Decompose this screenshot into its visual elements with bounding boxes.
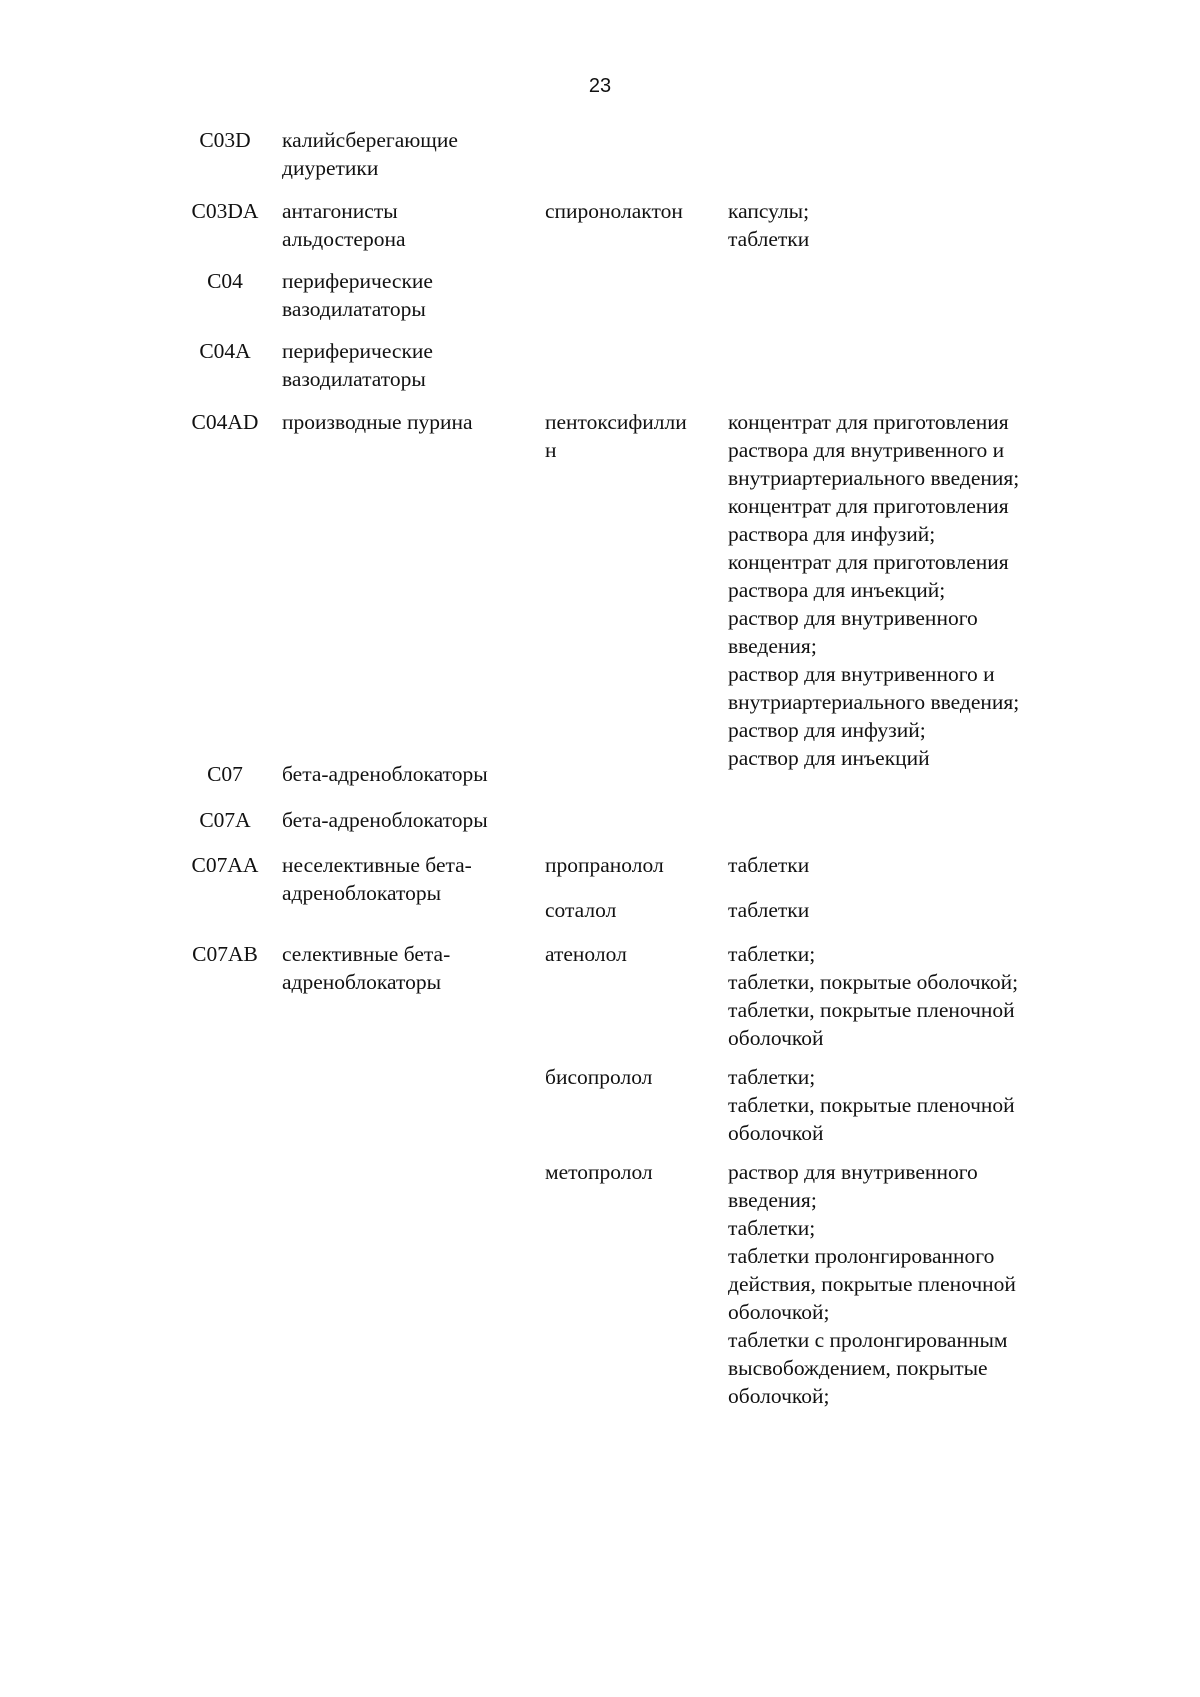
- dosage-form-line: таблетки;: [728, 942, 816, 966]
- dosage-form: [728, 408, 1078, 772]
- drug-name-line: н: [545, 438, 557, 462]
- dosage-form-line: оболочкой: [728, 1121, 824, 1145]
- dosage-form-line: внутриартериального введения;: [728, 466, 1020, 490]
- pharmacological-group-line: вазодилататоры: [282, 367, 426, 391]
- dosage-form-line: оболочкой;: [728, 1384, 830, 1408]
- dosage-form-line: раствор для инфузий;: [728, 718, 926, 742]
- dosage-form-line: таблетки: [728, 853, 810, 877]
- dosage-form-line: раствора для внутривенного и: [728, 438, 1005, 462]
- dosage-form-line: раствор для внутривенного: [728, 606, 978, 630]
- pharmacological-group-line: антагонисты: [282, 199, 398, 223]
- atc-code: C04A: [199, 339, 251, 363]
- pharmacological-group-line: селективные бета-: [282, 942, 451, 966]
- dosage-form-line: таблетки, покрытые пленочной: [728, 1093, 1015, 1117]
- dosage-form-line: таблетки: [728, 898, 810, 922]
- atc-code: C04AD: [191, 410, 259, 434]
- drug-name: [545, 197, 710, 225]
- dosage-form-line: действия, покрытые пленочной: [728, 1272, 1016, 1296]
- pharmacological-group: [282, 851, 532, 907]
- pharmacological-group: [282, 197, 532, 253]
- atc-code: C07A: [199, 808, 251, 832]
- pharmacological-group-line: периферические: [282, 269, 433, 293]
- atc-code: C07: [207, 762, 243, 786]
- drug-name-line: метопролол: [545, 1160, 653, 1184]
- dosage-form-line: раствор для внутривенного и: [728, 662, 995, 686]
- pharmacological-group-line: калийсберегающие: [282, 128, 458, 152]
- pharmacological-group-line: адреноблокаторы: [282, 970, 442, 994]
- drug-name: [545, 1063, 710, 1091]
- drug-name-line: пропранолол: [545, 853, 664, 877]
- pharmacological-group: [282, 760, 532, 788]
- pharmacological-group: [282, 267, 532, 323]
- pharmacological-group-line: альдостерона: [282, 227, 406, 251]
- dosage-form-line: высвобождением, покрытые: [728, 1356, 988, 1380]
- pharmacological-group: [282, 806, 532, 834]
- pharmacological-group-line: бета-адреноблокаторы: [282, 762, 488, 786]
- drug-name-line: атенолол: [545, 942, 627, 966]
- dosage-form: [728, 197, 1078, 253]
- dosage-form-line: концентрат для приготовления: [728, 550, 1009, 574]
- pharmacological-group-line: диуретики: [282, 156, 379, 180]
- dosage-form-line: раствор для инъекций: [728, 746, 930, 770]
- drug-name-line: соталол: [545, 898, 617, 922]
- atc-code: C03D: [199, 128, 251, 152]
- drug-name: [545, 1158, 710, 1186]
- pharmacological-group-line: адреноблокаторы: [282, 881, 442, 905]
- dosage-form-line: раствора для инфузий;: [728, 522, 936, 546]
- dosage-form-line: раствор для внутривенного: [728, 1160, 978, 1184]
- page-number: 23: [588, 75, 612, 97]
- atc-code: C03DA: [191, 199, 259, 223]
- dosage-form-line: таблетки пролонгированного: [728, 1244, 995, 1268]
- drug-name: [545, 940, 710, 968]
- pharmacological-group: [282, 126, 532, 182]
- dosage-form-line: оболочкой: [728, 1026, 824, 1050]
- dosage-form-line: капсулы;: [728, 199, 810, 223]
- dosage-form-line: раствора для инъекций;: [728, 578, 946, 602]
- atc-code: C04: [207, 269, 243, 293]
- pharmacological-group: [282, 337, 532, 393]
- dosage-form-line: таблетки, покрытые оболочкой;: [728, 970, 1019, 994]
- pharmacological-group-line: бета-адреноблокаторы: [282, 808, 488, 832]
- dosage-form-line: таблетки с пролонгированным: [728, 1328, 1008, 1352]
- drug-name-line: спиронолактон: [545, 199, 683, 223]
- drug-name: [545, 408, 710, 464]
- atc-code: C07AA: [191, 853, 259, 877]
- pharmacological-group: [282, 408, 532, 436]
- pharmacological-group: [282, 940, 532, 996]
- pharmacological-group-line: периферические: [282, 339, 433, 363]
- dosage-form: [728, 1158, 1078, 1410]
- dosage-form-line: введения;: [728, 634, 817, 658]
- drug-name: [545, 896, 710, 924]
- dosage-form: [728, 896, 1078, 924]
- atc-code: C07AB: [192, 942, 258, 966]
- drug-name-line: бисопролол: [545, 1065, 653, 1089]
- drug-name: [545, 851, 710, 879]
- dosage-form-line: таблетки: [728, 227, 810, 251]
- dosage-form: [728, 851, 1078, 879]
- dosage-form-line: концентрат для приготовления: [728, 494, 1009, 518]
- pharmacological-group-line: производные пурина: [282, 410, 473, 434]
- dosage-form-line: таблетки, покрытые пленочной: [728, 998, 1015, 1022]
- drug-name-line: пентоксифилли: [545, 410, 687, 434]
- dosage-form-line: концентрат для приготовления: [728, 410, 1009, 434]
- dosage-form-line: введения;: [728, 1188, 817, 1212]
- dosage-form: [728, 940, 1078, 1052]
- dosage-form-line: таблетки;: [728, 1065, 816, 1089]
- pharmacological-group-line: вазодилататоры: [282, 297, 426, 321]
- dosage-form-line: оболочкой;: [728, 1300, 830, 1324]
- dosage-form-line: таблетки;: [728, 1216, 816, 1240]
- dosage-form: [728, 1063, 1078, 1147]
- pharmacological-group-line: неселективные бета-: [282, 853, 472, 877]
- dosage-form-line: внутриартериального введения;: [728, 690, 1020, 714]
